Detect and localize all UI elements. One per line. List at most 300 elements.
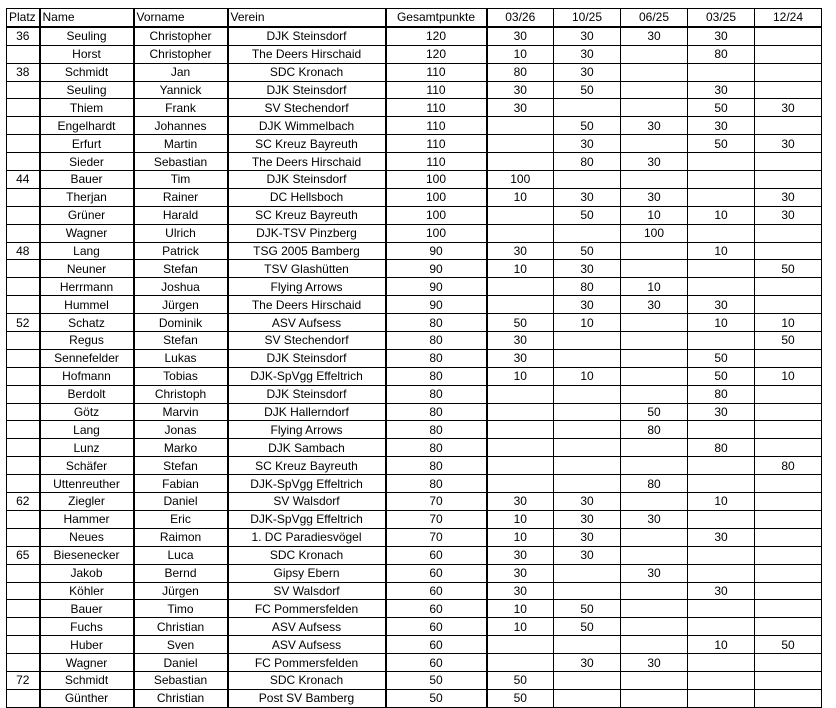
cell-round-0326: 50 [487,689,554,707]
cell-verein: DJK Steinsdorf [228,27,386,45]
table-row [7,171,822,189]
cell-round-1025: 30 [554,188,621,206]
cell-round-1224 [755,242,822,260]
cell-round-0326 [487,457,554,475]
cell-round-0325: 30 [688,117,755,135]
cell-gesamtpunkte: 60 [386,546,487,564]
cell-round-0625 [621,367,688,385]
cell-verein: Flying Arrows [228,421,386,439]
cell-round-0326 [487,153,554,171]
cell-vorname: Harald [134,206,228,224]
cell-platz [7,332,40,350]
cell-name: Hummel [40,296,134,314]
cell-platz [7,475,40,493]
cell-name: Herrmann [40,278,134,296]
cell-round-0326 [487,117,554,135]
cell-gesamtpunkte: 100 [386,188,487,206]
cell-gesamtpunkte: 90 [386,278,487,296]
cell-round-1224 [755,421,822,439]
cell-round-0325: 10 [688,636,755,654]
cell-vorname: Yannick [134,81,228,99]
cell-round-0325: 30 [688,528,755,546]
cell-round-0625: 30 [621,654,688,672]
cell-verein: SDC Kronach [228,546,386,564]
cell-round-1224 [755,618,822,636]
header-vorname: Vorname [134,9,228,27]
cell-vorname: Stefan [134,332,228,350]
cell-vorname: Rainer [134,188,228,206]
header-round-0326: 03/26 [487,9,554,27]
table-row [7,63,822,81]
cell-name: Schäfer [40,457,134,475]
table-row [7,636,822,654]
table-row [7,349,822,367]
table-row [7,314,822,332]
cell-round-1025 [554,671,621,689]
cell-round-0326: 30 [487,349,554,367]
cell-round-0625: 30 [621,188,688,206]
table-row [7,689,822,707]
cell-verein: ASV Aufsess [228,636,386,654]
cell-vorname: Daniel [134,654,228,672]
cell-verein: DJK Hallerndorf [228,403,386,421]
table-row [7,99,822,117]
cell-round-1224 [755,278,822,296]
cell-name: Seuling [40,81,134,99]
header-platz: Platz [7,9,40,27]
cell-round-0325 [688,171,755,189]
cell-round-0625 [621,45,688,63]
cell-gesamtpunkte: 80 [386,367,487,385]
cell-vorname: Ulrich [134,224,228,242]
cell-round-0326: 30 [487,582,554,600]
cell-platz [7,582,40,600]
cell-name: Wagner [40,654,134,672]
cell-round-0625 [621,63,688,81]
cell-round-1224 [755,582,822,600]
table-row [7,260,822,278]
cell-name: Sieder [40,153,134,171]
cell-gesamtpunkte: 100 [386,171,487,189]
cell-vorname: Bernd [134,564,228,582]
cell-vorname: Raimon [134,528,228,546]
cell-name: Huber [40,636,134,654]
cell-vorname: Sebastian [134,671,228,689]
table-row [7,81,822,99]
cell-gesamtpunkte: 80 [386,332,487,350]
cell-round-1025: 30 [554,546,621,564]
cell-round-1224 [755,403,822,421]
cell-round-1224 [755,153,822,171]
cell-verein: DJK Steinsdorf [228,171,386,189]
cell-vorname: Patrick [134,242,228,260]
cell-name: Günther [40,689,134,707]
cell-gesamtpunkte: 70 [386,528,487,546]
cell-round-0625 [621,242,688,260]
cell-round-1224 [755,439,822,457]
cell-vorname: Jonas [134,421,228,439]
cell-round-1224 [755,510,822,528]
cell-name: Seuling [40,27,134,45]
cell-round-0325: 30 [688,81,755,99]
cell-round-0625 [621,671,688,689]
cell-verein: ASV Aufsess [228,618,386,636]
cell-round-0326: 30 [487,242,554,260]
cell-platz: 48 [7,242,40,260]
cell-round-1025 [554,171,621,189]
cell-name: Neuner [40,260,134,278]
cell-round-1224 [755,171,822,189]
header-round-0625: 06/25 [621,9,688,27]
cell-platz [7,45,40,63]
cell-gesamtpunkte: 100 [386,224,487,242]
cell-vorname: Sebastian [134,153,228,171]
cell-round-1224 [755,528,822,546]
table-row [7,385,822,403]
cell-name: Erfurt [40,135,134,153]
table-row [7,224,822,242]
cell-round-0326: 10 [487,528,554,546]
cell-round-0326: 30 [487,332,554,350]
cell-vorname: Jürgen [134,582,228,600]
cell-round-0325 [688,457,755,475]
cell-gesamtpunkte: 60 [386,654,487,672]
cell-round-1224: 30 [755,135,822,153]
cell-round-1224 [755,689,822,707]
cell-name: Lang [40,421,134,439]
table-row [7,367,822,385]
cell-verein: DJK Sambach [228,439,386,457]
cell-round-1025: 50 [554,600,621,618]
cell-round-1224: 10 [755,314,822,332]
cell-round-1025: 30 [554,27,621,45]
cell-name: Schmidt [40,63,134,81]
cell-platz: 72 [7,671,40,689]
cell-round-0625: 30 [621,117,688,135]
cell-round-1224 [755,600,822,618]
table-row [7,332,822,350]
cell-name: Neues [40,528,134,546]
cell-round-1025 [554,636,621,654]
cell-round-0325 [688,224,755,242]
cell-round-0625: 30 [621,296,688,314]
cell-vorname: Christian [134,618,228,636]
cell-round-0326 [487,296,554,314]
cell-vorname: Frank [134,99,228,117]
cell-verein: SV Stechendorf [228,99,386,117]
cell-round-0325: 10 [688,493,755,511]
cell-name: Engelhardt [40,117,134,135]
cell-round-0625: 100 [621,224,688,242]
cell-round-0625 [621,99,688,117]
cell-verein: SV Walsdorf [228,582,386,600]
cell-platz [7,99,40,117]
cell-round-0325 [688,63,755,81]
cell-round-0325 [688,188,755,206]
table-row [7,296,822,314]
table-row [7,403,822,421]
cell-round-0625: 30 [621,27,688,45]
cell-gesamtpunkte: 80 [386,457,487,475]
cell-round-0326: 10 [487,600,554,618]
cell-round-0625 [621,582,688,600]
cell-round-0625 [621,546,688,564]
cell-round-0625 [621,493,688,511]
table-row [7,242,822,260]
table-body [7,27,822,707]
cell-round-0625: 80 [621,421,688,439]
cell-round-0625 [621,600,688,618]
cell-round-0325 [688,510,755,528]
cell-round-0625: 30 [621,564,688,582]
cell-platz [7,367,40,385]
cell-round-1025: 50 [554,618,621,636]
cell-verein: ASV Aufsess [228,314,386,332]
cell-name: Uttenreuther [40,475,134,493]
cell-gesamtpunkte: 60 [386,618,487,636]
cell-name: Grüner [40,206,134,224]
table-row [7,671,822,689]
cell-round-1224 [755,385,822,403]
cell-vorname: Fabian [134,475,228,493]
cell-gesamtpunkte: 90 [386,260,487,278]
cell-round-1025 [554,99,621,117]
header-round-1025: 10/25 [554,9,621,27]
cell-platz [7,618,40,636]
cell-round-0325: 30 [688,296,755,314]
cell-round-0326: 30 [487,27,554,45]
table-row [7,654,822,672]
cell-round-1224 [755,671,822,689]
cell-round-0325: 80 [688,385,755,403]
cell-platz: 65 [7,546,40,564]
cell-round-1224 [755,493,822,511]
cell-verein: The Deers Hirschaid [228,296,386,314]
cell-round-0325: 50 [688,99,755,117]
cell-round-0326: 10 [487,260,554,278]
cell-name: Biesenecker [40,546,134,564]
cell-round-0325: 50 [688,367,755,385]
cell-round-0326: 50 [487,671,554,689]
header-name: Name [40,9,134,27]
cell-round-0625 [621,171,688,189]
header-gesamtpunkte: Gesamtpunkte [386,9,487,27]
cell-round-0625: 10 [621,278,688,296]
cell-verein: Flying Arrows [228,278,386,296]
cell-round-0625: 30 [621,510,688,528]
cell-round-0326: 30 [487,564,554,582]
cell-platz [7,600,40,618]
cell-round-1025: 30 [554,510,621,528]
cell-vorname: Sven [134,636,228,654]
table-row [7,457,822,475]
cell-vorname: Joshua [134,278,228,296]
cell-round-1025 [554,457,621,475]
cell-round-0326 [487,636,554,654]
cell-platz [7,654,40,672]
cell-round-0625 [621,385,688,403]
table-row [7,546,822,564]
cell-gesamtpunkte: 90 [386,296,487,314]
cell-vorname: Eric [134,510,228,528]
cell-platz [7,528,40,546]
cell-name: Berdolt [40,385,134,403]
cell-round-1224: 30 [755,188,822,206]
cell-round-0326 [487,278,554,296]
cell-gesamtpunkte: 80 [386,314,487,332]
cell-round-1224: 50 [755,636,822,654]
cell-gesamtpunkte: 110 [386,135,487,153]
cell-gesamtpunkte: 70 [386,493,487,511]
cell-name: Therjan [40,188,134,206]
cell-round-1224 [755,45,822,63]
cell-name: Thiem [40,99,134,117]
cell-name: Köhler [40,582,134,600]
cell-round-1224: 50 [755,260,822,278]
cell-round-0625 [621,689,688,707]
cell-platz: 36 [7,27,40,45]
cell-verein: SDC Kronach [228,63,386,81]
cell-round-1025 [554,475,621,493]
cell-name: Regus [40,332,134,350]
cell-round-0325 [688,689,755,707]
cell-vorname: Jürgen [134,296,228,314]
cell-round-0625 [621,135,688,153]
cell-name: Ziegler [40,493,134,511]
table-row [7,510,822,528]
cell-round-0326: 30 [487,81,554,99]
cell-round-1025: 30 [554,654,621,672]
cell-gesamtpunkte: 80 [386,403,487,421]
cell-gesamtpunkte: 60 [386,636,487,654]
cell-platz [7,278,40,296]
table-row [7,117,822,135]
cell-round-0325: 30 [688,403,755,421]
table-row [7,618,822,636]
cell-round-0326: 100 [487,171,554,189]
cell-vorname: Stefan [134,260,228,278]
cell-round-1025: 50 [554,206,621,224]
cell-verein: DJK-SpVgg Effeltrich [228,367,386,385]
table-row [7,439,822,457]
table-row [7,493,822,511]
table-row [7,528,822,546]
cell-name: Jakob [40,564,134,582]
cell-gesamtpunkte: 60 [386,582,487,600]
cell-round-0325 [688,671,755,689]
cell-round-1224: 80 [755,457,822,475]
cell-round-0625 [621,332,688,350]
cell-platz [7,296,40,314]
cell-round-0325: 50 [688,349,755,367]
cell-name: Hofmann [40,367,134,385]
cell-round-0326: 30 [487,99,554,117]
cell-gesamtpunkte: 80 [386,421,487,439]
cell-vorname: Christopher [134,27,228,45]
cell-round-1224 [755,546,822,564]
cell-round-0625 [621,439,688,457]
cell-platz [7,689,40,707]
cell-platz [7,636,40,654]
cell-round-1025: 30 [554,528,621,546]
cell-verein: DJK-SpVgg Effeltrich [228,475,386,493]
cell-platz: 62 [7,493,40,511]
cell-vorname: Timo [134,600,228,618]
cell-name: Bauer [40,600,134,618]
cell-platz [7,188,40,206]
cell-name: Bauer [40,171,134,189]
cell-gesamtpunkte: 80 [386,475,487,493]
table-row [7,153,822,171]
cell-round-0325 [688,332,755,350]
table-row [7,564,822,582]
cell-round-1025 [554,582,621,600]
cell-round-0325 [688,564,755,582]
cell-round-0325 [688,618,755,636]
cell-round-1025: 80 [554,278,621,296]
cell-verein: FC Pommersfelden [228,654,386,672]
cell-round-0326 [487,403,554,421]
cell-platz [7,439,40,457]
cell-round-0326 [487,385,554,403]
cell-round-1025: 10 [554,314,621,332]
table-row [7,27,822,45]
cell-name: Götz [40,403,134,421]
cell-round-0326: 10 [487,367,554,385]
cell-platz [7,260,40,278]
table-row [7,45,822,63]
cell-platz [7,457,40,475]
cell-vorname: Dominik [134,314,228,332]
cell-gesamtpunkte: 110 [386,81,487,99]
cell-vorname: Martin [134,135,228,153]
header-round-1224: 12/24 [755,9,822,27]
table-row [7,600,822,618]
cell-vorname: Marko [134,439,228,457]
cell-round-1025 [554,385,621,403]
cell-round-0326: 30 [487,493,554,511]
cell-round-1025: 50 [554,242,621,260]
cell-gesamtpunkte: 90 [386,242,487,260]
cell-round-0325: 80 [688,45,755,63]
ranking-table [6,8,822,708]
cell-round-1025 [554,332,621,350]
cell-round-0326: 80 [487,63,554,81]
cell-round-0326: 10 [487,45,554,63]
cell-platz [7,135,40,153]
cell-platz: 38 [7,63,40,81]
table-row [7,421,822,439]
cell-round-1025: 30 [554,63,621,81]
cell-round-0325 [688,546,755,564]
cell-round-0325 [688,260,755,278]
cell-round-0625 [621,457,688,475]
cell-platz [7,349,40,367]
cell-round-0325 [688,153,755,171]
cell-round-0325 [688,278,755,296]
cell-round-1025: 50 [554,81,621,99]
cell-round-0625 [621,314,688,332]
cell-platz [7,510,40,528]
cell-vorname: Christopher [134,45,228,63]
cell-platz [7,153,40,171]
cell-round-1025 [554,349,621,367]
cell-round-1224 [755,63,822,81]
cell-round-0625: 80 [621,475,688,493]
cell-gesamtpunkte: 120 [386,45,487,63]
cell-round-0325 [688,475,755,493]
cell-round-1224 [755,654,822,672]
